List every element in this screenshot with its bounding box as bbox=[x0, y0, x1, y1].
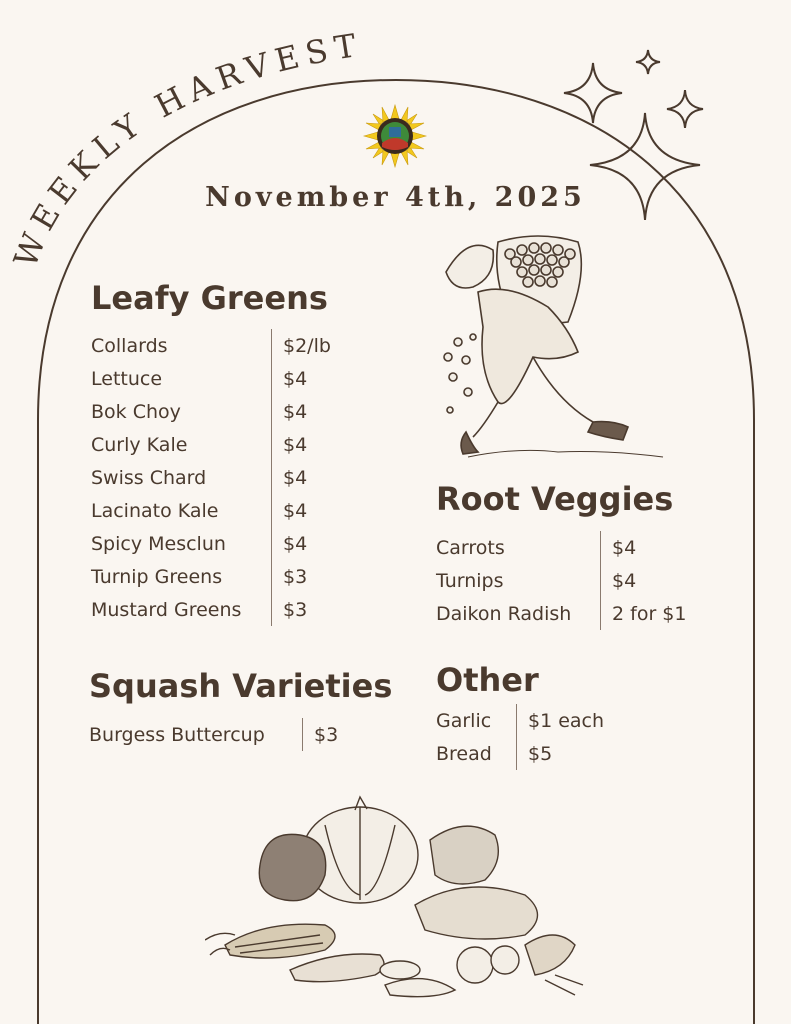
list-item bbox=[91, 395, 335, 428]
list-item bbox=[91, 593, 335, 626]
item-price: $1 each bbox=[516, 704, 606, 737]
item-price: $4 bbox=[271, 461, 335, 494]
root-veggies-title: Root Veggies bbox=[436, 480, 674, 518]
list-item bbox=[91, 494, 335, 527]
item-price: $5 bbox=[516, 737, 606, 770]
squash-list bbox=[89, 718, 342, 751]
item-price: $4 bbox=[600, 564, 690, 597]
item-price: $4 bbox=[600, 531, 690, 564]
item-name: Spicy Mesclun bbox=[91, 532, 226, 555]
item-name: Swiss Chard bbox=[91, 466, 207, 489]
item-price: $4 bbox=[271, 428, 335, 461]
item-price: $3 bbox=[271, 560, 335, 593]
item-name: Lettuce bbox=[91, 367, 163, 390]
item-name: Collards bbox=[91, 334, 168, 357]
item-price: $3 bbox=[302, 718, 342, 751]
item-price: 2 for $1 bbox=[600, 597, 690, 630]
list-item bbox=[436, 564, 690, 597]
harvest-date: November 4th, 2025 bbox=[205, 182, 586, 213]
svg-text:WEEKLY HARVEST bbox=[6, 25, 365, 272]
list-item bbox=[89, 718, 342, 751]
list-item bbox=[91, 461, 335, 494]
item-name: Burgess Buttercup bbox=[89, 723, 265, 746]
item-price: $3 bbox=[271, 593, 335, 626]
leafy-greens-title: Leafy Greens bbox=[91, 279, 328, 317]
item-name: Bok Choy bbox=[91, 400, 181, 423]
item-price: $2/lb bbox=[271, 329, 335, 362]
list-item bbox=[436, 737, 606, 770]
item-name: Turnip Greens bbox=[91, 565, 223, 588]
item-price: $4 bbox=[271, 362, 335, 395]
item-name: Carrots bbox=[436, 536, 505, 559]
vegetables-illustration bbox=[205, 795, 590, 1005]
page-title: WEEKLY HARVEST bbox=[6, 25, 366, 273]
list-item bbox=[91, 428, 335, 461]
item-price: $4 bbox=[271, 527, 335, 560]
list-item bbox=[91, 527, 335, 560]
leafy-greens-list bbox=[91, 329, 335, 626]
item-price: $4 bbox=[271, 494, 335, 527]
other-title: Other bbox=[436, 661, 539, 699]
item-name: Turnips bbox=[436, 569, 504, 592]
list-item bbox=[91, 329, 335, 362]
item-name: Garlic bbox=[436, 709, 492, 732]
sunflower-logo bbox=[362, 103, 428, 169]
item-name: Curly Kale bbox=[91, 433, 188, 456]
item-name: Lacinato Kale bbox=[91, 499, 219, 522]
item-price: $4 bbox=[271, 395, 335, 428]
list-item bbox=[436, 531, 690, 564]
item-name: Bread bbox=[436, 742, 492, 765]
root-veggies-list bbox=[436, 531, 690, 630]
list-item bbox=[91, 362, 335, 395]
squash-title: Squash Varieties bbox=[89, 667, 393, 705]
item-name: Mustard Greens bbox=[91, 598, 242, 621]
item-name: Daikon Radish bbox=[436, 602, 572, 625]
list-item bbox=[91, 560, 335, 593]
farmer-illustration bbox=[438, 232, 668, 472]
list-item bbox=[436, 704, 606, 737]
list-item bbox=[436, 597, 690, 630]
other-list bbox=[436, 704, 606, 770]
